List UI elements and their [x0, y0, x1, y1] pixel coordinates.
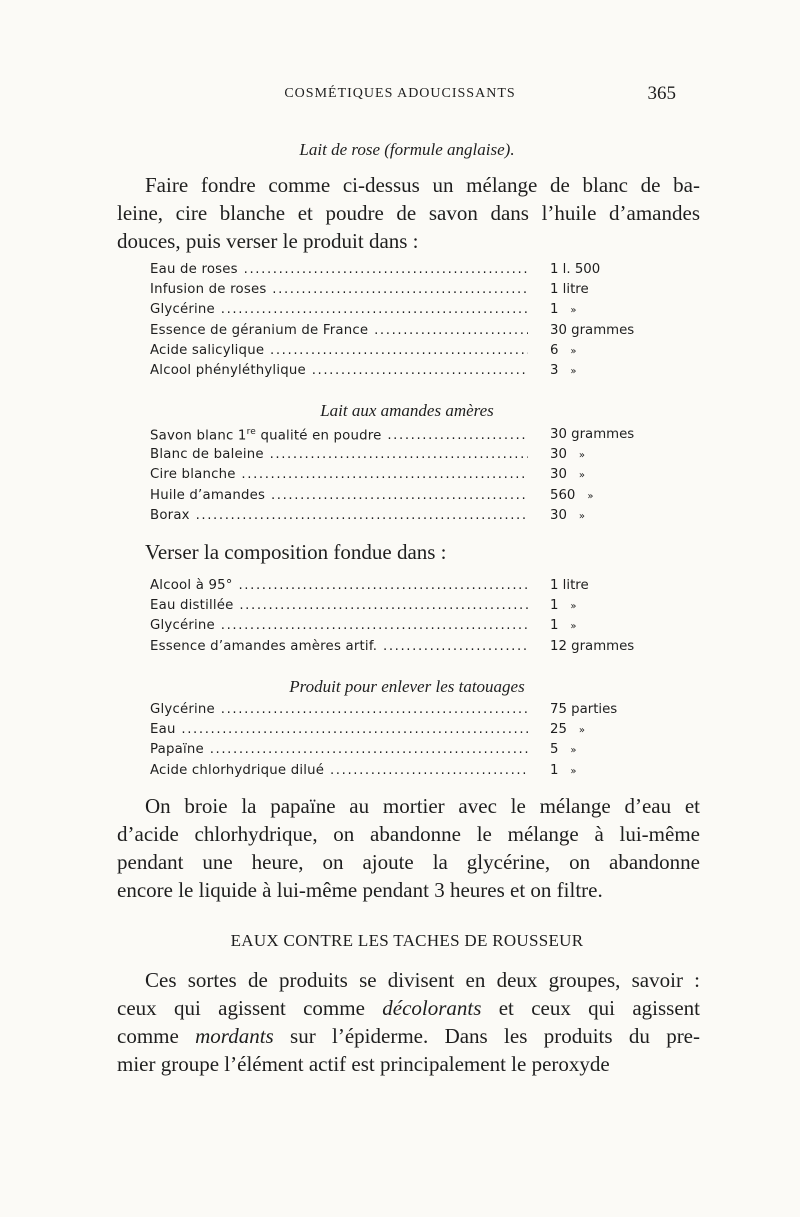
subheading-lait-aux-amandes: Lait aux amandes amères: [320, 401, 494, 420]
text-line: Verser la composition fondue dans :: [145, 540, 447, 564]
running-title: COSMÉTIQUES ADOUCISSANTS: [284, 86, 516, 101]
ingredient-quantity: 30 »: [550, 447, 597, 462]
ditto-mark: »: [578, 510, 585, 522]
ingredient-row: [150, 639, 660, 659]
ingredient-name: Eau de roses .....: [150, 262, 528, 277]
ingredient-list-lait-de-rose: [150, 262, 660, 383]
ditto-mark: »: [578, 450, 585, 462]
ditto-mark: »: [570, 345, 577, 357]
ingredient-quantity: 1 »: [550, 598, 588, 613]
ingredient-name: Eau .....: [150, 722, 528, 737]
text-line: pendant une heure, on ajoute la glycérine, on abandonne: [117, 850, 700, 874]
ingredient-quantity: 25 »: [550, 722, 597, 737]
ingredient-quantity: 75 parties: [550, 702, 618, 717]
ditto-mark: »: [587, 490, 594, 502]
paragraph-lait-de-rose: [117, 171, 700, 255]
text-line: ceux qui agissent comme décolorants et ceux qui agissent: [117, 996, 700, 1020]
ingredient-list-tatouages: [150, 702, 660, 783]
ingredient-quantity: 560 »: [550, 488, 605, 503]
ingredient-row: [150, 742, 660, 762]
ingredient-list-lait-aux-amandes: [150, 427, 660, 528]
ingredient-row: [150, 618, 660, 638]
ingredient-row: [150, 578, 660, 598]
ingredient-name: Blanc de baleine .....: [150, 447, 528, 462]
ingredient-row: [150, 722, 660, 742]
ingredient-row: [150, 488, 660, 508]
subheading-lait-de-rose: Lait de rose (formule anglaise).: [299, 140, 515, 159]
ingredient-name: Essence d’amandes amères artif. .....: [150, 639, 528, 654]
ingredient-name: Glycérine .....: [150, 702, 528, 717]
ingredient-quantity: 1 litre: [550, 578, 589, 593]
ingredient-name: Essence de géranium de France .....: [150, 323, 528, 338]
ingredient-quantity: 1 »: [550, 302, 588, 317]
ingredient-name: Borax .....: [150, 508, 528, 523]
text-line: d’acide chlorhydrique, on abandonne le mélange à lui-même: [117, 822, 700, 846]
ditto-mark: »: [570, 745, 577, 757]
emphasis-decolorants: décolorants: [382, 996, 482, 1020]
ingredient-row: [150, 363, 660, 383]
ingredient-name: Savon blanc 1re qualité en poudre .....: [150, 427, 528, 443]
ingredient-quantity: 30 »: [550, 467, 597, 482]
ingredient-name: Glycérine .....: [150, 302, 528, 317]
instruction-verser: [117, 538, 700, 566]
ingredient-quantity: 6 »: [550, 343, 588, 358]
text-line: mier groupe l’élément actif est principalement le peroxyde: [117, 1052, 610, 1076]
ingredient-name: Acide salicylique .....: [150, 343, 528, 358]
text-line: douces, puis verser le produit dans :: [117, 229, 419, 253]
ingredient-row: [150, 323, 660, 343]
ingredient-quantity: 30 grammes: [550, 427, 635, 442]
ditto-mark: »: [570, 365, 577, 377]
ingredient-quantity: 30 grammes: [550, 322, 635, 338]
running-head: [120, 83, 680, 110]
paragraph-tatouages-method: [117, 792, 700, 904]
ingredient-quantity: 1 litre: [550, 282, 589, 298]
ditto-mark: »: [570, 305, 577, 317]
ingredient-name: Glycérine .....: [150, 618, 528, 633]
ingredient-row: [150, 763, 660, 783]
ingredient-name: Acide chlorhydrique dilué .....: [150, 763, 528, 778]
text-line: On broie la papaïne au mortier avec le mélange d’eau et: [145, 794, 700, 818]
ingredient-quantity: 5 »: [550, 742, 588, 757]
ingredient-row: [150, 282, 660, 302]
text-line: Faire fondre comme ci-dessus un mélange de blanc de ba-: [145, 173, 700, 197]
ditto-mark: »: [578, 470, 585, 482]
ingredient-quantity: 30 »: [550, 508, 597, 523]
ingredient-row: [150, 467, 660, 487]
ingredient-quantity: 12 grammes: [550, 638, 635, 654]
ingredient-row: [150, 302, 660, 322]
ingredient-quantity: 3 »: [550, 363, 588, 378]
ingredient-row: [150, 598, 660, 618]
ingredient-name: Huile d’amandes .....: [150, 488, 528, 503]
ingredient-row: [150, 343, 660, 363]
ingredient-quantity: 1 »: [550, 618, 588, 633]
ditto-mark: »: [570, 621, 577, 633]
ingredient-name: Eau distillée .....: [150, 598, 528, 613]
text-line: encore le liquide à lui-même pendant 3 heures et on filtre.: [117, 878, 603, 902]
ingredient-name: Infusion de roses .....: [150, 282, 528, 297]
ingredient-row: [150, 427, 660, 447]
ingredient-row: [150, 508, 660, 528]
ingredient-name: Alcool phényléthylique .....: [150, 363, 528, 378]
ingredient-quantity: 1 »: [550, 763, 588, 778]
ingredient-name: Alcool à 95° .....: [150, 578, 528, 593]
text-line: Ces sortes de produits se divisent en deux groupes, savoir :: [145, 968, 700, 992]
emphasis-mordants: mordants: [195, 1024, 274, 1048]
subheading-tatouages: Produit pour enlever les tatouages: [289, 677, 525, 696]
ingredient-row: [150, 447, 660, 467]
ditto-mark: »: [570, 765, 577, 777]
ingredient-list-composition: [150, 578, 660, 659]
ingredient-name: Cire blanche .....: [150, 467, 528, 482]
ingredient-quantity: 1 l. 500: [550, 262, 601, 277]
ditto-mark: »: [570, 601, 577, 613]
paragraph-eaux: [117, 966, 700, 1078]
ingredient-name: Papaïne .....: [150, 742, 528, 757]
text-line: comme mordants sur l’épiderme. Dans les produits du pre-: [117, 1024, 700, 1048]
ingredient-row: [150, 262, 660, 282]
ingredient-row: [150, 702, 660, 722]
text-line: leine, cire blanche et poudre de savon dans l’huile d’amandes: [117, 201, 700, 225]
page-number: 365: [647, 83, 676, 104]
section-title-eaux: EAUX CONTRE LES TACHES DE ROUSSEUR: [230, 931, 584, 950]
ditto-mark: »: [578, 725, 585, 737]
